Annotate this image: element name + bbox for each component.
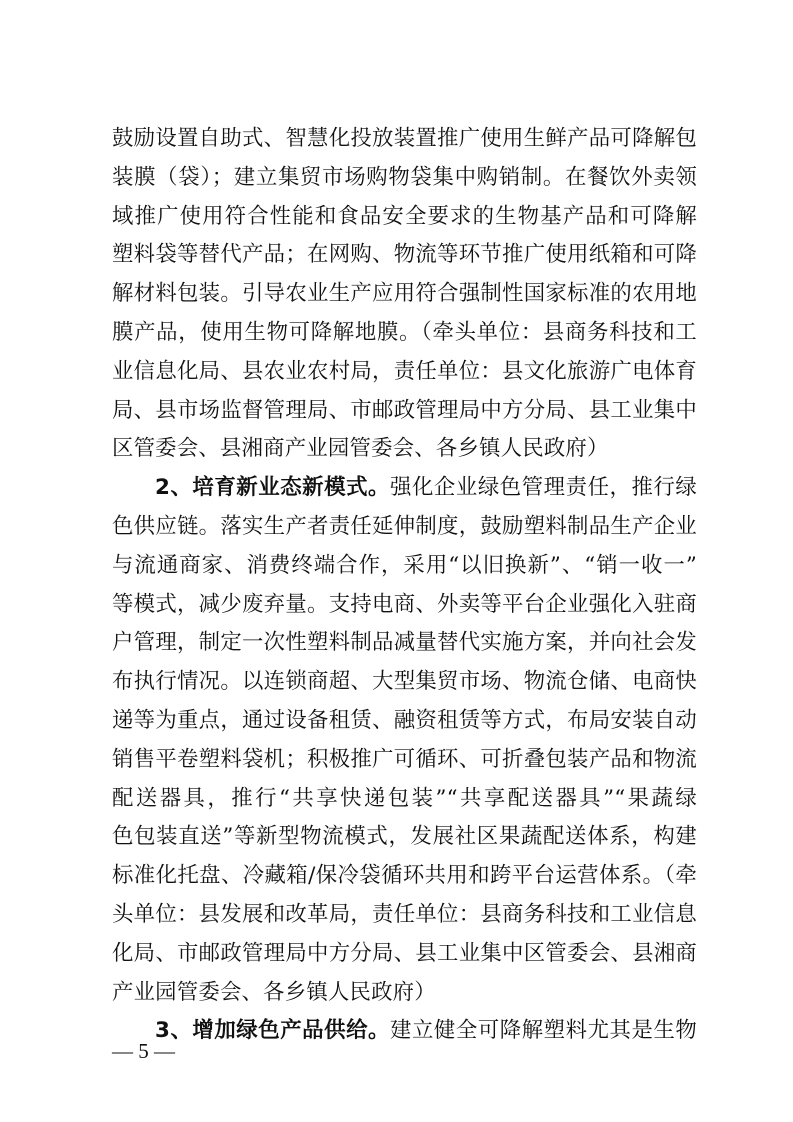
text-run: 建立健全可降解塑料尤其是生物 xyxy=(390,1018,697,1044)
text-line: 域推广使用符合性能和食品安全要求的生物基产品和可降解 xyxy=(112,203,697,229)
text-line: 与流通商家、消费终端合作，采用“以旧换新”、“销一收一” xyxy=(112,552,697,578)
page-number: — 5 — xyxy=(112,1039,175,1063)
text-line: 装膜（袋）；建立集贸市场购物袋集中购销制。在餐饮外卖领 xyxy=(112,164,697,190)
body-text xyxy=(112,120,697,1051)
text-line: 塑料袋等替代产品；在网购、物流等环节推广使用纸箱和可降 xyxy=(112,242,697,268)
text-line: 销售平卷塑料袋机；积极推广可循环、可折叠包装产品和物流 xyxy=(112,746,697,772)
text-line: 区管委会、县湘商产业园管委会、各乡镇人民政府） xyxy=(112,436,609,462)
text-line: 膜产品，使用生物可降解地膜。（牵头单位：县商务科技和工 xyxy=(112,319,697,345)
text-line: 布执行情况。以连锁商超、大型集贸市场、物流仓储、电商快 xyxy=(112,669,697,695)
text-line: 化局、市邮政管理局中方分局、县工业集中区管委会、县湘商 xyxy=(112,940,697,966)
text-line: 递等为重点，通过设备租赁、融资租赁等方式，布局安装自动 xyxy=(112,707,697,733)
text-run: 强化企业绿色管理责任，推行绿 xyxy=(390,475,697,501)
text-line: 色包装直送”等新型物流模式，发展社区果蔬配送体系，构建 xyxy=(112,824,697,850)
text-line: 户管理，制定一次性塑料制品减量替代实施方案，并向社会发 xyxy=(112,630,697,656)
paragraph-first-line xyxy=(112,469,697,508)
text-line: 解材料包装。引导农业生产应用符合强制性国家标准的农用地 xyxy=(112,281,697,307)
section-heading: 3、增加绿色产品供给。 xyxy=(155,1018,390,1044)
text-line: 鼓励设置自助式、智慧化投放装置推广使用生鲜产品可降解包 xyxy=(112,126,697,151)
text-line: 标准化托盘、冷藏箱/保冷袋循环共用和跨平台运营体系。（牵 xyxy=(112,863,697,889)
text-line: 色供应链。落实生产者责任延伸制度，鼓励塑料制品生产企业 xyxy=(112,513,697,539)
text-line: 配送器具，推行“共享快递包装”“共享配送器具”“果蔬绿 xyxy=(112,785,697,811)
section-heading: 2、培育新业态新模式。 xyxy=(155,475,390,501)
text-line: 头单位：县发展和改革局，责任单位：县商务科技和工业信息 xyxy=(112,901,697,927)
text-line: 产业园管委会、各乡镇人民政府） xyxy=(112,979,436,1005)
paragraph-first-line xyxy=(112,1012,697,1051)
text-line: 业信息化局、县农业农村局，责任单位：县文化旅游广电体育 xyxy=(112,358,697,384)
text-line: 局、县市场监督管理局、市邮政管理局中方分局、县工业集中 xyxy=(112,397,697,423)
text-line: 等模式，减少废弃量。支持电商、外卖等平台企业强化入驻商 xyxy=(112,591,697,617)
